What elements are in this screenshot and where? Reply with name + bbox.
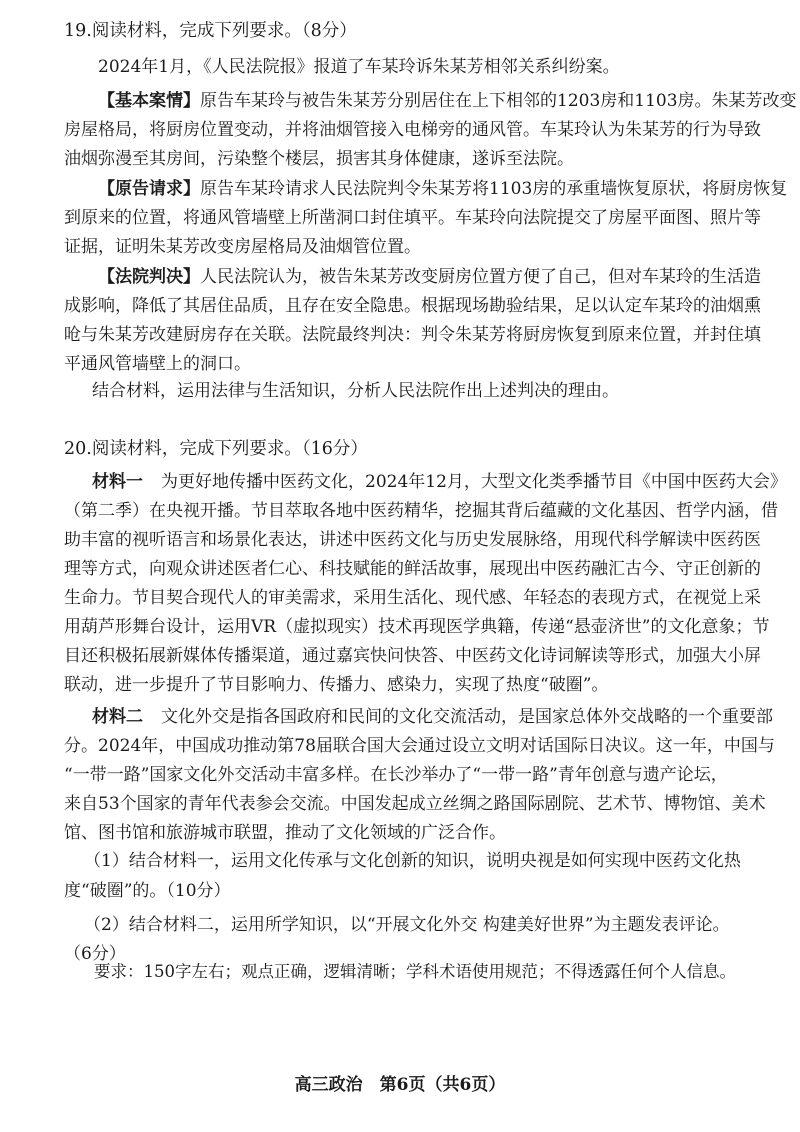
q20-requirement: 要求：150字左右；观点正确，逻辑清晰；学科术语使用规范；不得透露任何个人信息。 (94, 962, 736, 981)
claim-text: 原告车某玲请求人民法院判令朱某芳将1103房的承重墙恢复原状，将厨房恢复 (200, 179, 788, 199)
q19-claim-line: 到原来的位置，将通风管墙壁上所凿洞口封住填平。车某玲向法院提交了房屋平面图、照片等 (64, 208, 761, 228)
q20-material2-line: 馆、图书馆和旅游城市联盟，推动了文化领域的广泛合作。 (64, 823, 506, 843)
claim-label: 【原告请求】 (98, 179, 200, 199)
q19-basic-facts-line: 房屋格局，将厨房位置变动，并将油烟管接入电梯旁的通风管。车某玲认为朱某芳的行为导致 (64, 120, 761, 140)
q20-material2-line (0, 704, 800, 730)
basic-facts-text: 原告车某玲与被告朱某芳分别居住在上下相邻的1203房和1103房。朱某芳改变 (200, 91, 797, 111)
verdict-label: 【法院判决】 (98, 267, 200, 287)
q20-material1-line: （第二季）在央视开播。节目萃取各地中医药精华，挖掘其背后蕴藏的文化基因、哲学内涵，借 (64, 501, 778, 521)
q20-material2-line: 来自53个国家的青年代表参会交流。中国发起成立丝绸之路国际剧院、艺术节、博物馆、美术 (64, 794, 766, 814)
verdict-text: 人民法院认为，被告朱某芳改变厨房位置方便了自己，但对车某玲的生活造 (200, 267, 761, 287)
q19-task: 结合材料，运用法律与生活知识，分析人民法院作出上述判决的理由。 (92, 381, 619, 401)
material2-label: 材料二 (92, 707, 143, 727)
q19-intro: 2024年1月，《人民法院报》报道了车某玲诉朱某芳相邻关系纠纷案。 (98, 57, 620, 77)
q20-material1-line: 生命力。节目契合现代人的审美需求，采用生活化、现代感、年轻态的表现方式，在视觉上采 (64, 588, 761, 608)
q19-header: 19.阅读材料，完成下列要求。（8分） (64, 21, 357, 41)
page-footer: 高三政治 第6页（共6页） (294, 1075, 506, 1095)
q20-material1-line (0, 469, 800, 495)
q19-verdict-line: 成影响，降低了其居住品质，且存在安全隐患。根据现场勘验结果，足以认定车某玲的油烟熏 (64, 296, 761, 316)
q19-verdict-line: 呛与朱某芳改建厨房存在关联。法院最终判决：判令朱某芳将厨房恢复到原来位置，并封住填 (64, 325, 761, 345)
q19-claim-line: 证据，证明朱某芳改变房屋格局及油烟管位置。 (64, 237, 421, 257)
q20-material1-line: 理等方式，向观众讲述医者仁心、科技赋能的鲜活故事，展现出中医药融汇古今、守正创新的 (64, 559, 761, 579)
q20-task1: 度“破圈”的。（10分） (64, 881, 231, 901)
material2-text: 文化外交是指各国政府和民间的文化交流活动，是国家总体外交战略的一个重要部 (161, 707, 773, 727)
basic-facts-label: 【基本案情】 (98, 91, 200, 111)
q20-material1-line: 用葫芦形舞台设计，运用VR（虚拟现实）技术再现医学典籍，传递“悬壶济世”的文化意象；节 (64, 617, 770, 637)
q19-basic-facts-line: 油烟弥漫至其房间，污染整个楼层，损害其身体健康，遂诉至法院。 (64, 149, 574, 169)
q20-task2: （6分） (64, 944, 126, 964)
q20-material2-line: 分。2024年，中国成功推动第78届联合国大会通过设立文明对话国际日决议。这一年，中国与 (64, 736, 775, 756)
q20-material1-line: 目还积极拓展新媒体传播渠道，通过嘉宾快问快答、中医药文化诗词解读等形式，加强大小屏 (64, 646, 761, 666)
q20-material1-line: 联动，进一步提升了节目影响力、传播力、感染力，实现了热度“破圈”。 (64, 675, 609, 695)
material1-label: 材料一 (92, 472, 143, 492)
q19-claim-line (0, 176, 800, 202)
q19-verdict-line: 平通风管墙壁上的洞口。 (64, 354, 251, 374)
q20-material2-line: “一带一路”国家文化外交活动丰富多样。在长沙举办了“一带一路”青年创意与遗产论坛， (64, 765, 728, 785)
q20-task2: （2）结合材料二，运用所学知识，以“开展文化外交 构建美好世界”为主题发表评论。 (84, 915, 730, 935)
q20-material1-line: 助丰富的视听语言和场景化表达，讲述中医药文化与历史发展脉络，用现代科学解读中医药医 (64, 530, 761, 550)
q19-verdict-line (0, 264, 800, 290)
q20-task1: （1）结合材料一，运用文化传承与文化创新的知识，说明央视是如何实现中医药文化热 (84, 851, 741, 871)
q19-basic-facts-line (0, 88, 800, 114)
material1-text: 为更好地传播中医药文化，2024年12月，大型文化类季播节目《中国中医药大会》 (161, 472, 787, 492)
q20-header: 20.阅读材料，完成下列要求。（16分） (64, 439, 368, 459)
